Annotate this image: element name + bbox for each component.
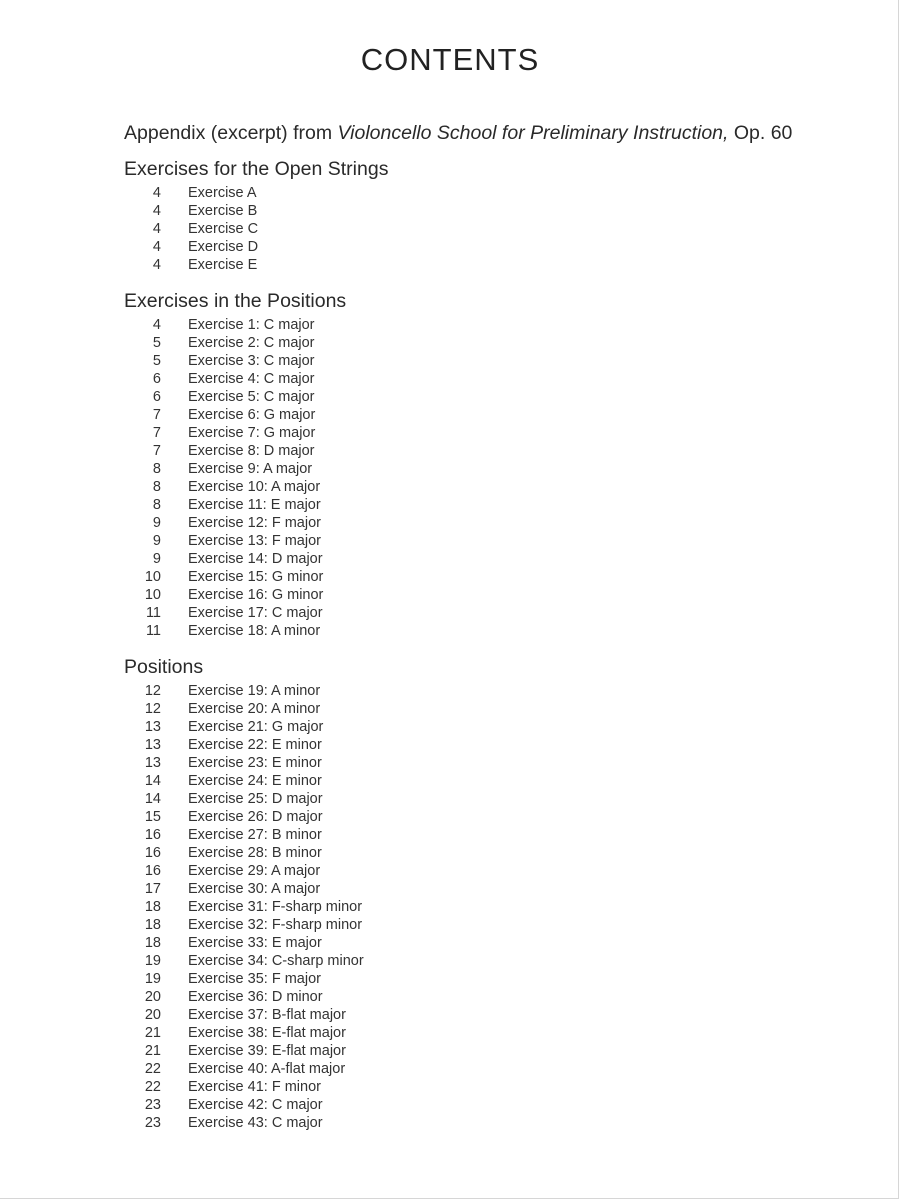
entry-title: Exercise 5: C major: [188, 389, 315, 405]
toc-entry: [124, 898, 844, 916]
entry-page-number: 14: [144, 791, 161, 807]
toc-entry: [124, 934, 844, 952]
entry-title: Exercise 42: C major: [188, 1097, 323, 1113]
entry-title: Exercise C: [188, 221, 259, 237]
entry-title: Exercise 17: C major: [188, 605, 323, 621]
toc-entry-list: [124, 184, 844, 274]
toc-entry: [124, 370, 844, 388]
entry-title: Exercise 1: C major: [188, 317, 315, 333]
entry-title: Exercise 31: F-sharp minor: [188, 899, 363, 915]
entry-title: Exercise 14: D major: [188, 551, 323, 567]
entry-title: Exercise 30: A major: [188, 881, 321, 897]
toc-entry: [124, 388, 844, 406]
toc-entry: [124, 952, 844, 970]
appendix-work-title: Violoncello School for Preliminary Instruction,: [337, 122, 729, 144]
entry-title: Exercise 2: C major: [188, 335, 315, 351]
entry-title: Exercise 18: A minor: [188, 623, 321, 639]
entry-page-number: 12: [144, 701, 161, 717]
entry-page-number: 13: [144, 755, 161, 771]
entry-page-number: 21: [144, 1043, 161, 1059]
appendix-heading: [124, 120, 844, 146]
appendix-suffix: Op. 60: [728, 122, 793, 144]
toc-entry: [124, 880, 844, 898]
entry-title: Exercise 9: A major: [188, 461, 313, 477]
toc-entry: [124, 1114, 844, 1132]
entry-title: Exercise 7: G major: [188, 425, 316, 441]
contents-body: [124, 120, 844, 1146]
entry-title: Exercise 27: B minor: [188, 827, 322, 843]
toc-entry: [124, 1042, 844, 1060]
entry-page-number: 11: [145, 605, 161, 621]
entry-title: Exercise 40: A-flat major: [188, 1061, 346, 1077]
entry-title: Exercise D: [188, 239, 259, 255]
page-title: CONTENTS: [360, 42, 540, 77]
toc-entry: [124, 790, 844, 808]
entry-title: Exercise 8: D major: [188, 443, 315, 459]
toc-entry: [124, 754, 844, 772]
toc-entry: [124, 844, 844, 862]
toc-entry: [124, 352, 844, 370]
toc-entry: [124, 220, 844, 238]
entry-page-number: 10: [144, 587, 161, 603]
entry-page-number: 4: [152, 221, 161, 237]
toc-entry: [124, 184, 844, 202]
toc-entry-list: [124, 316, 844, 640]
entry-page-number: 7: [152, 443, 161, 459]
toc-entry: [124, 568, 844, 586]
toc-entry: [124, 202, 844, 220]
entry-page-number: 12: [144, 683, 161, 699]
toc-entry: [124, 988, 844, 1006]
entry-title: Exercise A: [188, 185, 257, 201]
toc-entry: [124, 1078, 844, 1096]
entry-page-number: 4: [152, 203, 161, 219]
entry-page-number: 9: [152, 533, 161, 549]
section-title: Exercises for the Open Strings: [124, 158, 389, 180]
entry-page-number: 9: [152, 551, 161, 567]
toc-entry: [124, 238, 844, 256]
toc-entry: [124, 442, 844, 460]
appendix-prefix: Appendix (excerpt) from: [124, 122, 338, 144]
toc-entry: [124, 772, 844, 790]
entry-title: Exercise 4: C major: [188, 371, 315, 387]
entry-page-number: 16: [144, 845, 161, 861]
entry-page-number: 23: [144, 1115, 161, 1131]
toc-section: [124, 288, 844, 640]
entry-page-number: 9: [152, 515, 161, 531]
entry-page-number: 13: [144, 719, 161, 735]
toc-entry: [124, 334, 844, 352]
entry-title: Exercise 6: G major: [188, 407, 316, 423]
toc-entry: [124, 256, 844, 274]
toc-entry: [124, 496, 844, 514]
toc-entry: [124, 586, 844, 604]
toc-entry: [124, 970, 844, 988]
entry-page-number: 11: [145, 623, 161, 639]
entry-title: Exercise 23: E minor: [188, 755, 322, 771]
entry-page-number: 5: [152, 353, 161, 369]
entry-title: Exercise 20: A minor: [188, 701, 321, 717]
toc-section: [124, 156, 844, 274]
toc-entry: [124, 460, 844, 478]
toc-entry: [124, 736, 844, 754]
entry-title: Exercise 19: A minor: [188, 683, 321, 699]
entry-title: Exercise 35: F major: [188, 971, 321, 987]
entry-title: Exercise 36: D minor: [188, 989, 323, 1005]
entry-title: Exercise 33: E major: [188, 935, 322, 951]
entry-title: Exercise 16: G minor: [188, 587, 324, 603]
entry-page-number: 8: [152, 461, 161, 477]
section-title: Exercises in the Positions: [124, 290, 347, 312]
entry-page-number: 18: [144, 917, 161, 933]
entry-page-number: 20: [144, 1007, 161, 1023]
toc-section: [124, 654, 844, 1132]
entry-page-number: 8: [152, 479, 161, 495]
toc-sections: [124, 156, 844, 1132]
toc-entry: [124, 316, 844, 334]
entry-title: Exercise 32: F-sharp minor: [188, 917, 363, 933]
entry-page-number: 8: [152, 497, 161, 513]
entry-page-number: 4: [152, 185, 161, 201]
entry-title: Exercise 28: B minor: [188, 845, 322, 861]
entry-title: Exercise 34: C-sharp minor: [188, 953, 364, 969]
entry-page-number: 19: [144, 971, 161, 987]
toc-entry: [124, 550, 844, 568]
entry-title: Exercise 11: E major: [188, 497, 321, 513]
entry-page-number: 5: [152, 335, 161, 351]
toc-entry: [124, 862, 844, 880]
toc-entry: [124, 532, 844, 550]
entry-title: Exercise 12: F major: [188, 515, 321, 531]
entry-page-number: 16: [144, 863, 161, 879]
toc-entry: [124, 1024, 844, 1042]
toc-entry: [124, 406, 844, 424]
toc-entry: [124, 826, 844, 844]
entry-title: Exercise 24: E minor: [188, 773, 322, 789]
entry-page-number: 4: [152, 317, 161, 333]
entry-page-number: 18: [144, 935, 161, 951]
toc-entry: [124, 622, 844, 640]
entry-page-number: 18: [144, 899, 161, 915]
entry-title: Exercise 26: D major: [188, 809, 323, 825]
entry-title: Exercise 15: G minor: [188, 569, 324, 585]
entry-title: Exercise 41: F minor: [188, 1079, 321, 1095]
entry-page-number: 7: [152, 425, 161, 441]
entry-page-number: 15: [144, 809, 161, 825]
entry-page-number: 6: [152, 371, 161, 387]
entry-page-number: 20: [144, 989, 161, 1005]
entry-page-number: 4: [152, 257, 161, 273]
entry-title: Exercise 13: F major: [188, 533, 321, 549]
entry-title: Exercise 38: E-flat major: [188, 1025, 346, 1041]
entry-page-number: 21: [144, 1025, 161, 1041]
entry-page-number: 16: [144, 827, 161, 843]
toc-entry: [124, 1006, 844, 1024]
entry-title: Exercise 43: C major: [188, 1115, 323, 1131]
entry-title: Exercise 3: C major: [188, 353, 315, 369]
toc-entry-list: [124, 682, 844, 1132]
entry-title: Exercise 39: E-flat major: [188, 1043, 346, 1059]
entry-page-number: 13: [144, 737, 161, 753]
toc-entry: [124, 808, 844, 826]
entry-title: Exercise 22: E minor: [188, 737, 322, 753]
toc-entry: [124, 478, 844, 496]
toc-entry: [124, 604, 844, 622]
entry-page-number: 22: [144, 1079, 161, 1095]
entry-page-number: 10: [144, 569, 161, 585]
entry-page-number: 22: [144, 1061, 161, 1077]
entry-title: Exercise 25: D major: [188, 791, 323, 807]
toc-entry: [124, 916, 844, 934]
toc-entry: [124, 424, 844, 442]
entry-page-number: 23: [144, 1097, 161, 1113]
toc-entry: [124, 514, 844, 532]
entry-title: Exercise 29: A major: [188, 863, 321, 879]
entry-title: Exercise E: [188, 257, 258, 273]
entry-page-number: 19: [144, 953, 161, 969]
entry-title: Exercise 37: B-flat major: [188, 1007, 346, 1023]
toc-entry: [124, 700, 844, 718]
entry-page-number: 4: [152, 239, 161, 255]
entry-page-number: 17: [144, 881, 161, 897]
entry-page-number: 7: [152, 407, 161, 423]
toc-entry: [124, 1060, 844, 1078]
toc-entry: [124, 682, 844, 700]
entry-title: Exercise 21: G major: [188, 719, 324, 735]
entry-title: Exercise 10: A major: [188, 479, 321, 495]
section-title: Positions: [124, 656, 204, 678]
toc-entry: [124, 1096, 844, 1114]
toc-entry: [124, 718, 844, 736]
entry-page-number: 6: [152, 389, 161, 405]
entry-title: Exercise B: [188, 203, 258, 219]
entry-page-number: 14: [144, 773, 161, 789]
